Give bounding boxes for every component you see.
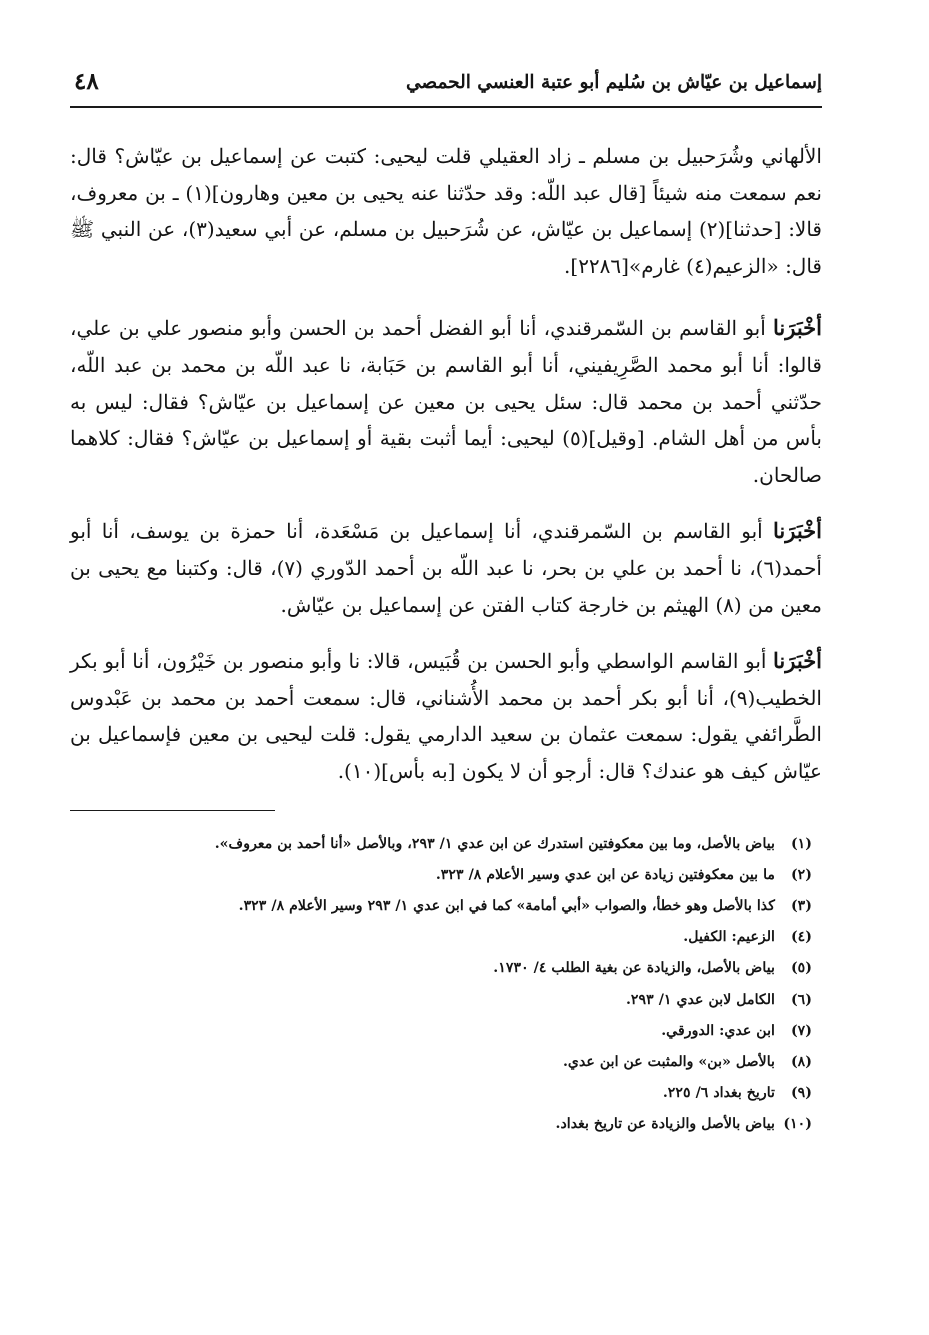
footnote-number: (٤) xyxy=(790,929,812,946)
footnote xyxy=(70,922,822,953)
page-header xyxy=(70,66,822,108)
footnote-number: (٧) xyxy=(790,1022,812,1039)
footnote-text: الزعيم: الكفيل. xyxy=(683,929,775,946)
footnote xyxy=(70,953,822,984)
footnote-text: بالأصل «بن» والمثبت عن ابن عدي. xyxy=(562,1053,775,1070)
paragraph xyxy=(70,138,822,284)
footnote-text: ما بين معكوفتين زيادة عن ابن عدي وسير الأعلام ٨/ ٣٢٣. xyxy=(435,866,775,883)
paragraph-lead-word: أخْبَرَنا xyxy=(773,518,822,544)
main-text xyxy=(70,138,822,790)
paragraph xyxy=(70,513,822,623)
footnote xyxy=(70,1016,822,1047)
footnote-number: (٢) xyxy=(790,866,812,883)
footnote-number: (١٠) xyxy=(783,1116,812,1133)
paragraph-text: أبو القاسم بن السّمرقندي، أنا إسماعيل بن مَسْعَدة، أنا حمزة بن يوسف، أنا أبو أحمد(٦)، نا أحمد بن علي بن بحر، نا عبد اللّه بن أحمد الدّوري (٧)، قال: وكتبنا مع يحيى بن معين من (٨) الهيثم بن خارجة كتاب الفتن عن إسماعيل بن عيّاش. xyxy=(70,519,822,617)
footnote-number: (١) xyxy=(790,835,812,852)
footnote-text: بياض بالأصل، وما بين معكوفتين استدرك عن ابن عدي ١/ ٢٩٣، وبالأصل «أنا أحمد بن معروف». xyxy=(214,835,775,852)
footnote-text: كذا بالأصل وهو خطأ، والصواب «أبي أمامة» كما في ابن عدي ١/ ٢٩٣ وسير الأعلام ٨/ ٣٢٣. xyxy=(238,897,775,914)
paragraph-text: أبو القاسم بن السّمرقندي، أنا أبو الفضل أحمد بن الحسن وأبو منصور علي بن علي، قالوا: أنا أبو محمد الصَّرِيفيني، أنا أبو القاسم بن حَبَابة، نا عبد اللّه بن محمد بن عبد اللّه، حدّثني أحمد بن محمد قال: سئل يحيى بن معين عن إسماعيل بن عيّاش؟ فقال: ليس به بأس من أهل الشام. [وقيل](٥) ليحيى: أيما أثبت بقية أو إسماعيل بن عيّاش؟ فقال: كلاهما صالحان. xyxy=(70,316,823,487)
footnote-text: ابن عدي: الدورقي. xyxy=(661,1022,775,1039)
footnotes-list xyxy=(70,829,822,1141)
footnote-number: (٦) xyxy=(790,991,812,1008)
footnote xyxy=(70,860,822,891)
paragraph xyxy=(70,310,822,493)
footnote xyxy=(70,1109,822,1140)
paragraph xyxy=(70,643,822,789)
running-title: إسماعيل بن عيّاش بن سُليم أبو عتبة العنسي الحمصي xyxy=(405,72,822,93)
footnote-number: (٣) xyxy=(790,897,812,914)
paragraph-lead-word: أخْبَرَنا xyxy=(773,648,823,674)
footnote xyxy=(70,1078,822,1109)
footnote xyxy=(70,985,822,1016)
footnote-separator xyxy=(70,810,275,811)
page-number: ٤٨ xyxy=(74,68,99,95)
paragraph-text: أبو القاسم الواسطي وأبو الحسن بن قُبَيس، قالا: نا وأبو منصور بن خَيْرُون، أنا أبو بكر الخطيب(٩)، أنا أبو بكر أحمد بن محمد الأُشناني، قال: سمعت أحمد بن محمد بن عَبْدوس الطَّرائفي يقول: سمعت عثمان بن سعيد الدارمي يقول: قلت ليحيى بن معين فإسماعيل بن عيّاش كيف هو عندك؟ قال: أرجو أن لا يكون [به بأس](١٠). xyxy=(70,649,822,783)
footnote-number: (٨) xyxy=(790,1053,812,1070)
footnote-text: الكامل لابن عدي ١/ ٢٩٣. xyxy=(625,991,775,1008)
footnote-text: بياض بالأصل والزيادة عن تاريخ بغداد. xyxy=(555,1116,775,1133)
footnote-number: (٥) xyxy=(790,960,812,977)
footnote xyxy=(70,1047,822,1078)
footnote-text: بياض بالأصل، والزيادة عن بغية الطلب ٤/ ١٧٣٠. xyxy=(493,960,775,977)
book-page xyxy=(70,66,822,1141)
footnote xyxy=(70,829,822,860)
footnote-number: (٩) xyxy=(790,1085,812,1102)
paragraph-text: الألهاني وشُرَحبيل بن مسلم ـ زاد العقيلي قلت ليحيى: كتبت عن إسماعيل بن عيّاش؟ قال: نعم سمعت منه شيئاً [قال عبد اللّه: وقد حدّثنا عنه يحيى بن معين وهارون](١) ـ بن معروف، قالا: [حدثنا](٢) إسماعيل بن عيّاش، عن شُرَحبيل بن مسلم، عن أبي سعيد(٣)، عن النبي ﷺ قال: «الزعيم(٤) غارم»[٢٢٨٦]. xyxy=(70,144,822,278)
footnote-text: تاريخ بغداد ٦/ ٢٢٥. xyxy=(662,1085,775,1102)
paragraph-lead-word: أخْبَرَنا xyxy=(773,315,822,341)
footnote xyxy=(70,891,822,922)
